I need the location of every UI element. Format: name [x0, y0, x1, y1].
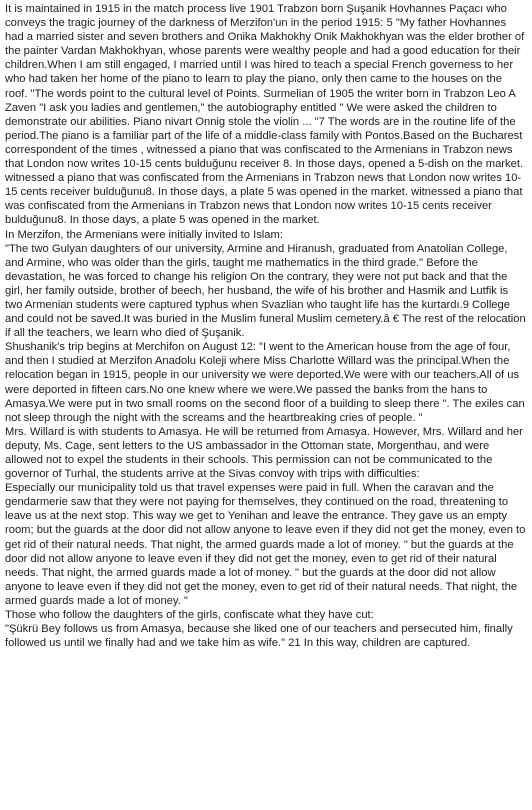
paragraph-daughters-followed: Those who follow the daughters of the girls, confiscate what they have cut: — [5, 609, 374, 622]
paragraph-merzifon-piano: It is maintained in 1915 in the match process live 1901 Trabzon born Şuşanik Hovhannes Paçacı who conveys the tragic journey of the darkness of Merzifon'un in the period 1915: 5 "My father Hovhannes had a married sister and seven brothers and Onika Makhokhy Onik Makhokhyan was the elder brother of the painter Vardan Makhokhyan, whose parents were wealthy people and had a good education for their children.When I am still engaged, I married until I was hired to teach a special French governess to her who had taken her home of the piano to learn to play the piano, only then came to the houses on the roof. "The words point to the cultural level of Points. Surmelian of 1905 the writer born in Trabzon Leo A Zaven "I ask you ladies and gentlemen," the autobiography entitled " We were asked the children to demonstrate our abilities. Piano nivart Onnig stole the violin ... "7 The words are in the routine life of the period.The piano is a familiar part of the life of a middle-class family with Pontos.Based on the Bucharest correspondent of the times , witnessed a piano that was confiscated to the Armenians in Trabzon news that London now writes 10-15 cents bulduğunu receiver 8. In those days, opened a 5-dish on the market. witnessed a piano that was confiscated from the Armenians in Trabzon news that London now writes 10-15 cents receiver bulduğunu8. In those days, a plate 5 was opened in the market. witnessed a piano that was confiscated from the Armenians in Trabzon news that London now writes 10-15 cents receiver bulduğunu8. In those days, a plate 5 was opened in the market. — [5, 3, 525, 227]
paragraph-shushanik-trip: Shushanik's trip begins at Merchifon on August 12: "I went to the American house from the age of four, and then I studied at Merzifon Anadolu Koleji where Miss Charlotte Willard was the principal.When the relocation began in 1915, people in our university we were deported.We were with our teachers.All of us were deported in fifteen cars.No one knew where we were.We passed the banks from the hans to Amasya.We were put in two small rooms on the second floor of a building to sleep there ". The exiles can not sleep through the night with the screams and the heartbreaking cries of people. " — [5, 341, 525, 424]
paragraph-invited-to-islam: In Merzifon, the Armenians were initially invited to Islam: — [5, 228, 283, 241]
paragraph-sukru-bey: "Şükrü Bey follows us from Amasya, because she liked one of our teachers and persecuted him, finally followed us until we finally had and we take him as wife." 21 In this way, children are captured. — [5, 623, 513, 650]
paragraph-gulyan-daughters: "The two Gulyan daughters of our university, Armine and Hiranush, graduated from Anatolian College, and Armine, who was older than the girls, taught me mathematics in the third grade." Before the devastation, he was forced to change his religion On the contrary, they were not put back and that the girl, her family outside, brother of beech, her husband, the wife of his brother and Hasmik and Lutfik is two Armenian students were captured typhus when Svazlian who taught life has the kurtardı.9 College and could not be saved.It was buried in the Muslim funeral Muslim cemetery.â € The rest of the relocation if all the teachers, we learn who died of Şuşanik. — [5, 242, 526, 340]
paragraph-mrs-willard: Mrs. Willard is with students to Amasya. He will be returned from Amasya. However, Mrs. Willard and her deputy, Ms. Cage, sent letters to the US ambassador in the Ottoman state, Morgenthau, and were allowed not to expel the students in their schools. This permission can not be communicated to the governor of Turhal, the students arrive at the Sivas convoy with trips with difficulties: — [5, 425, 523, 481]
paragraph-travel-expenses: Especially our municipality told us that travel expenses were paid in full. When the caravan and the gendarmerie saw that they were not paying for themselves, they continued on the road, threatening to leave us at the next stop. This way we get to Yenihan and leave the entrance. They gave us an empty room; but the guards at the door did not allow anyone to leave even if they did not get the money, even to get rid of their natural needs. That night, the armed guards made a lot of money. " but the guards at the door did not allow anyone to leave even if they did not get the money, even to get rid of their natural needs. That night, the armed guards made a lot of money. " but the guards at the door did not allow anyone to leave even if they did not get the money, even to get rid of their natural needs. That night, the armed guards made a lot of money. " — [5, 482, 526, 607]
